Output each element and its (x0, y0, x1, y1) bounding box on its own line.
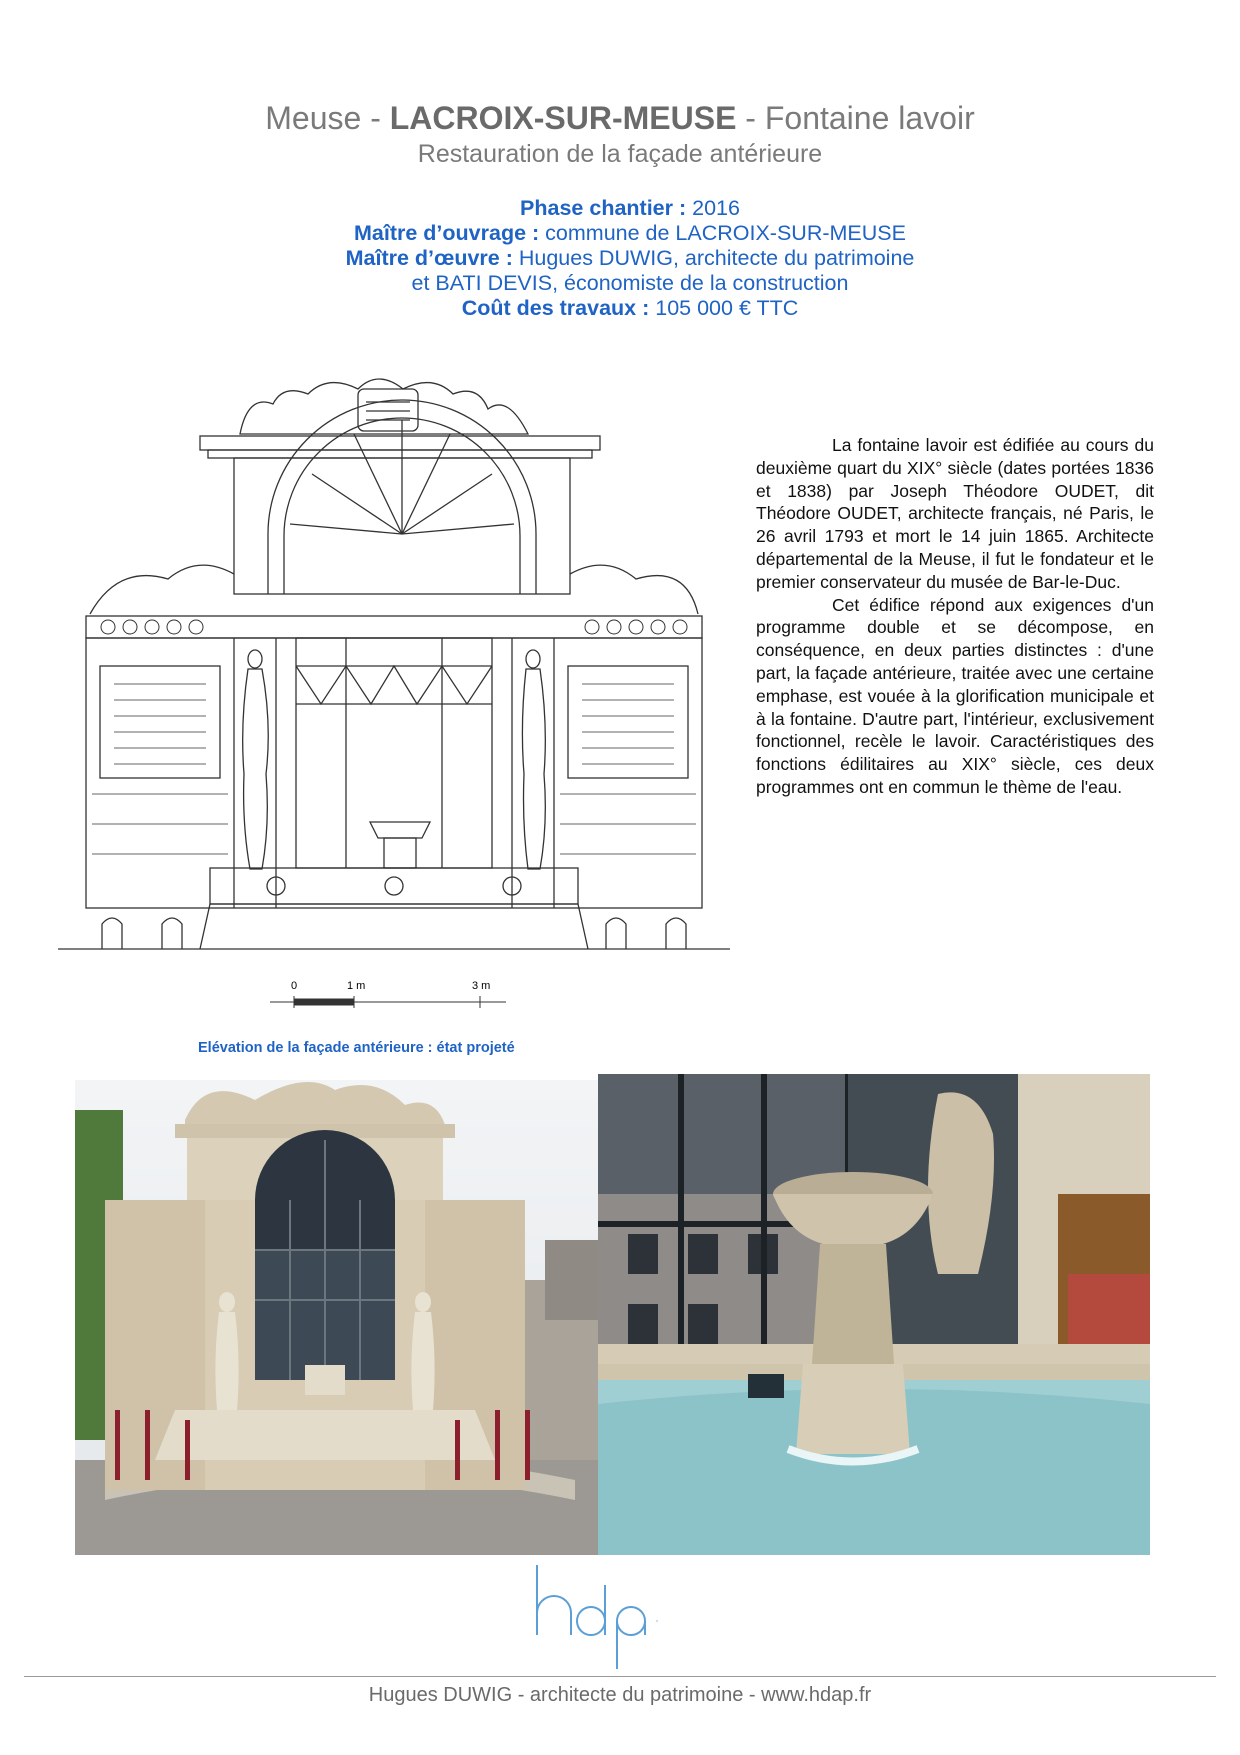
scale-label-1m: 1 m (347, 980, 366, 992)
description-paragraph-1: La fontaine lavoir est édifiée au cours du deuxième quart du XIX° siècle (dates portées 1836 et 1838) par Joseph Théodore OUDET, dit Théodore OUDET, architecte français, né Paris, le 26 avril 1793 et mort le 14 juin 1865. Architecte départemental de la Meuse, il fut le fondateur et le premier conservateur du musée de Bar-le-Duc. (756, 435, 1154, 592)
scale-graphic (270, 994, 510, 1014)
town-name: LACROIX-SUR-MEUSE (389, 100, 737, 136)
owner-line: Maître d’ouvrage : commune de LACROIX-SUR-MEUSE (354, 221, 906, 245)
facade-elevation-drawing (58, 364, 730, 954)
description-paragraph-2: Cet édifice répond aux exigences d'un programme double et se décompose, en conséquence, en deux parties distinctes : d'une part, la façade antérieure, traitée avec une certaine emphase, est vouée à la glorification municipale et à la fontaine. D'autre part, l'intérieur, exclusivement fonctionnel, recèle le lavoir. Caractéristiques des fonctions édilitaires au XIX° siècle, ces deux programmes ont en commun le thème de l'eau. (756, 594, 1154, 797)
description-text (756, 434, 1154, 799)
page-title: Meuse - LACROIX-SUR-MEUSE - Fontaine lavoir (265, 100, 975, 136)
logo-text: hdap (535, 1565, 538, 1566)
footer-text: Hugues DUWIG - architecte du patrimoine - www.hdap.fr (368, 1684, 872, 1706)
scale-bar (270, 980, 510, 1020)
project-info (0, 196, 1240, 321)
scale-label-3m: 3 m (472, 980, 491, 992)
fountain-basin-photo (598, 1074, 1150, 1555)
drawing-caption: Elévation de la façade antérieure : état projeté (198, 1040, 515, 1056)
scale-label-0: 0 (291, 980, 298, 992)
architect-line: Maître d’œuvre : Hugues DUWIG, architecte du patrimoine (345, 246, 915, 270)
phase-line: Phase chantier : 2016 (520, 196, 740, 220)
footer-divider (24, 1676, 1216, 1677)
economist-line: et BATI DEVIS, économiste de la construction (411, 271, 849, 295)
facade-photo (75, 1080, 598, 1555)
page-subtitle: Restauration de la façade antérieure (417, 140, 823, 168)
hdap-logo (535, 1565, 670, 1670)
cost-line: Coût des travaux : 105 000 € TTC (461, 296, 799, 320)
